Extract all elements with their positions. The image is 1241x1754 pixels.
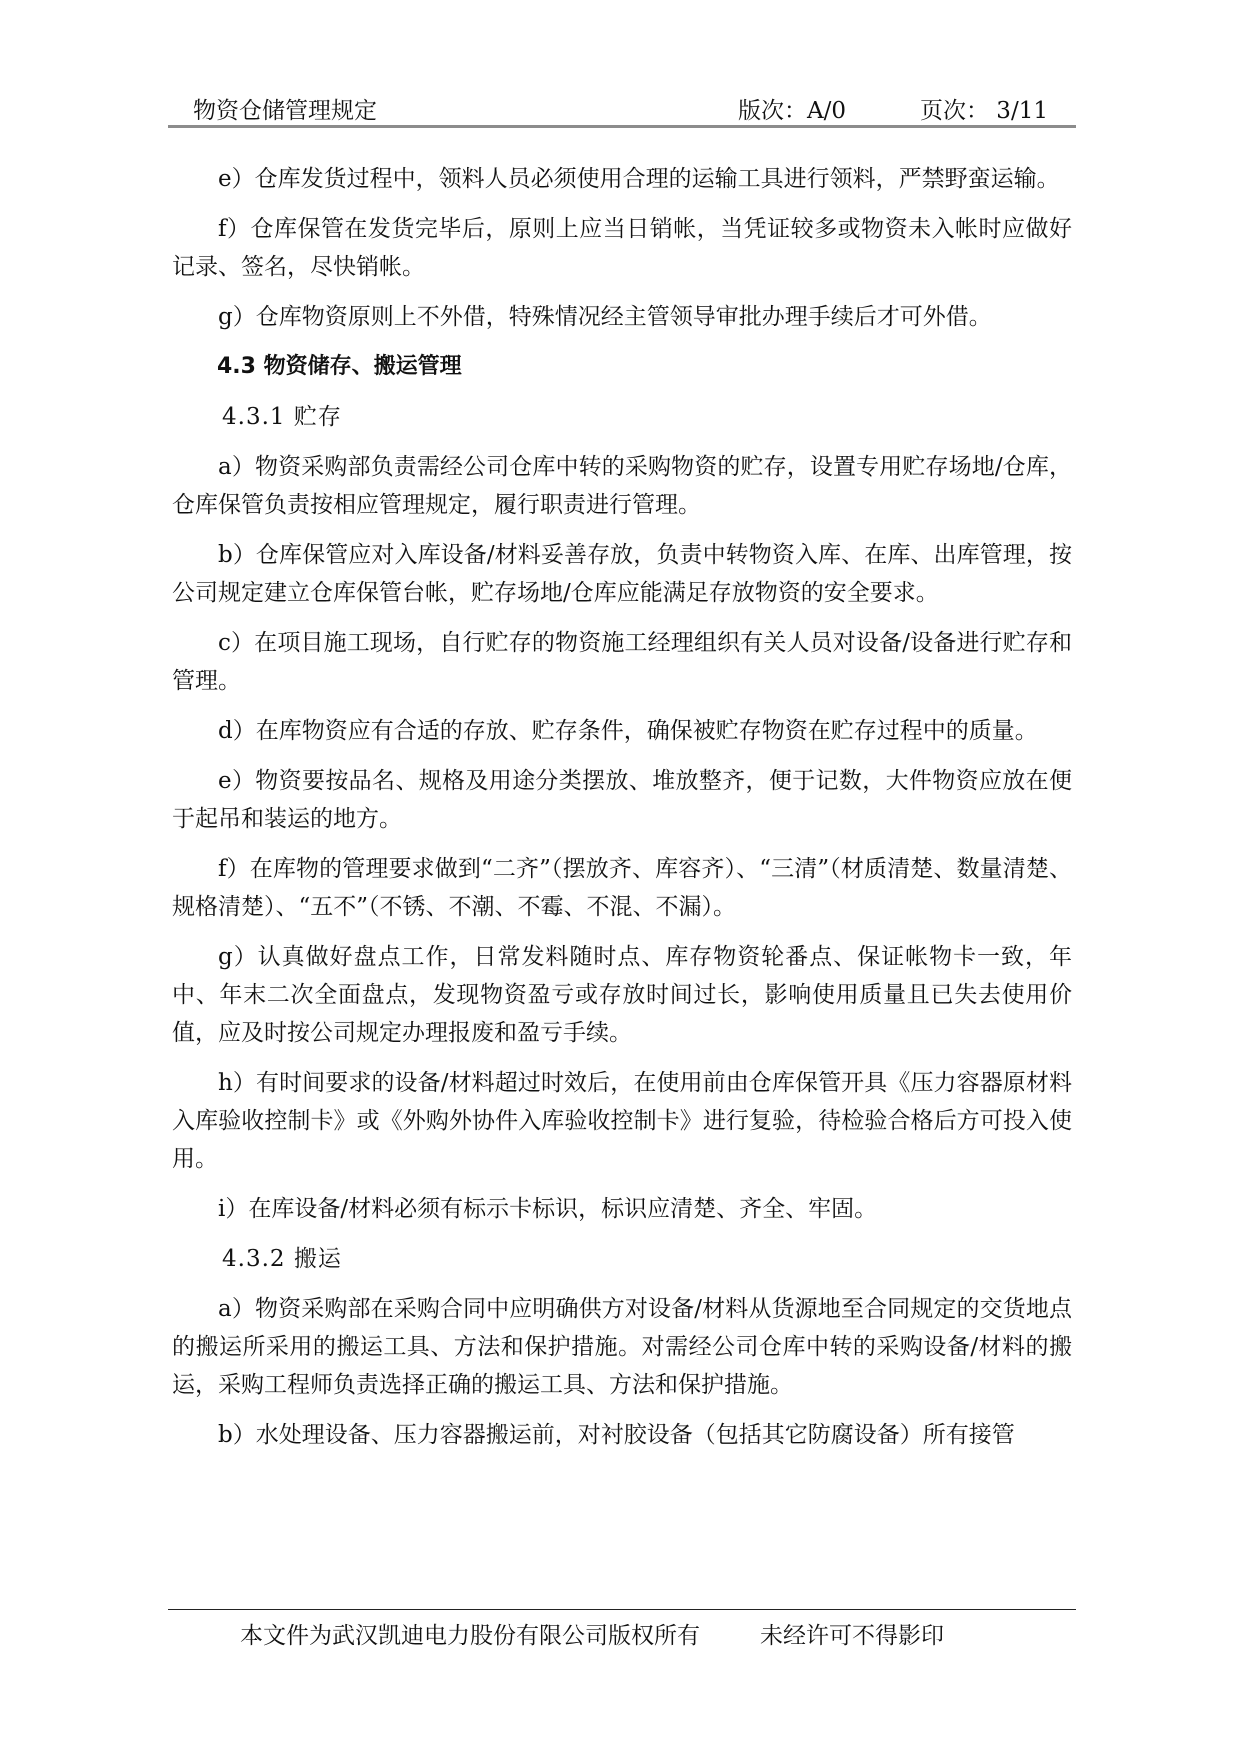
storage-item-g: g）认真做好盘点工作，日常发料随时点、库存物资轮番点、保证帐物卡一致，年中、年末二次全面盘点，发现物资盈亏或存放时间过长，影响使用质量且已失去使用价值，应及时按公司规定办理报废和盈亏手续。 xyxy=(172,944,1072,1046)
handling-item-a: a）物资采购部在采购合同中应明确供方对设备/材料从货源地至合同规定的交货地点的搬运所采用的搬运工具、方法和保护措施。对需经公司仓库中转的采购设备/材料的搬运，采购工程师负责选择正确的搬运工具、方法和保护措施。 xyxy=(172,1296,1072,1398)
no-copy-notice: 未经许可不得影印 xyxy=(760,1623,944,1649)
page-footer xyxy=(240,1617,944,1650)
storage-item-h: h）有时间要求的设备/材料超过时效后，在使用前由仓库保管开具《压力容器原材料入库验收控制卡》或《外购外协件入库验收控制卡》进行复验，待检验合格后方可投入使用。 xyxy=(172,1070,1072,1172)
version-label: 版次：A/0 xyxy=(738,98,846,124)
paragraph-g: g）仓库物资原则上不外借，特殊情况经主管领导审批办理手续后才可外借。 xyxy=(218,304,992,330)
storage-item-f: f）在库物的管理要求做到“二齐”（摆放齐、库容齐）、“三清”（材质清楚、数量清楚、规格清楚）、“五不”（不锈、不潮、不霉、不混、不漏）。 xyxy=(172,856,1072,920)
storage-item-d: d）在库物资应有合适的存放、贮存条件，确保被贮存物资在贮存过程中的质量。 xyxy=(218,718,1038,744)
copyright-notice: 本文件为武汉凯迪电力股份有限公司版权所有 xyxy=(240,1623,700,1649)
header-divider xyxy=(168,125,1076,128)
document-body xyxy=(172,160,1072,1466)
storage-item-c: c）在项目施工现场，自行贮存的物资施工经理组织有关人员对设备/设备进行贮存和管理。 xyxy=(172,630,1072,694)
storage-item-a: a）物资采购部负责需经公司仓库中转的采购物资的贮存，设置专用贮存场地/仓库，仓库保管负责按相应管理规定，履行职责进行管理。 xyxy=(172,454,1072,518)
handling-heading: 4.3.2 搬运 xyxy=(222,1246,342,1272)
page-header xyxy=(168,92,1076,128)
paragraph-e: e）仓库发货过程中，领料人员必须使用合理的运输工具进行领料，严禁野蛮运输。 xyxy=(218,166,1060,192)
handling-item-b: b）水处理设备、压力容器搬运前，对衬胶设备（包括其它防腐设备）所有接管 xyxy=(218,1422,1015,1448)
storage-heading: 4.3.1 贮存 xyxy=(222,404,342,430)
storage-item-e: e）物资要按品名、规格及用途分类摆放、堆放整齐，便于记数，大件物资应放在便于起吊和装运的地方。 xyxy=(172,768,1072,832)
page-number-label: 页次： 3/11 xyxy=(920,98,1048,124)
footer-divider xyxy=(168,1609,1076,1610)
paragraph-f: f）仓库保管在发货完毕后，原则上应当日销帐，当凭证较多或物资未入帐时应做好记录、签名，尽快销帐。 xyxy=(172,216,1072,280)
document-title: 物资仓储管理规定 xyxy=(193,98,377,124)
section-heading: 4.3 物资储存、搬运管理 xyxy=(217,354,462,379)
storage-item-i: i）在库设备/材料必须有标示卡标识，标识应清楚、齐全、牢固。 xyxy=(218,1196,878,1222)
storage-item-b: b）仓库保管应对入库设备/材料妥善存放，负责中转物资入库、在库、出库管理，按公司规定建立仓库保管台帐，贮存场地/仓库应能满足存放物资的安全要求。 xyxy=(172,542,1072,606)
